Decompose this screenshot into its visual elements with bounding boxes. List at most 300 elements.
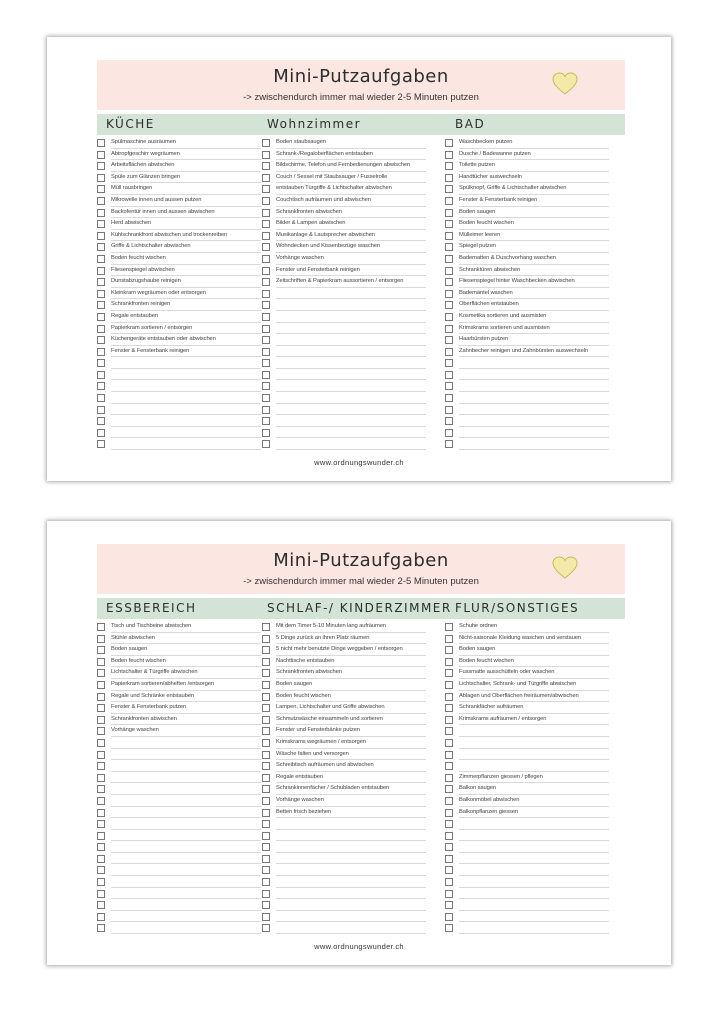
task-checkbox[interactable] [262,785,270,793]
task-checkbox[interactable] [262,359,270,367]
task-label: Mit dem Timer 5-10 Minuten lang aufräumen [276,623,386,629]
checklist-sheet-1 [47,37,671,481]
task-label: Spülmaschine ausräumen [111,139,176,145]
task-label: Schrankfronten reinigen [111,301,171,308]
task-label: Fenster & Fensterbank reinigen [459,196,538,203]
task-row [262,633,432,645]
task-checkbox[interactable] [262,336,270,344]
task-checkbox[interactable] [97,704,105,712]
task-label: Fussmatte ausschütteln oder waschen [459,669,555,676]
task-checkbox[interactable] [97,394,105,402]
task-label: Spülknopf, Griffe & Lichtschalter abwischen [459,185,567,192]
task-row [262,160,432,172]
task-checkbox[interactable] [445,693,453,701]
task-row [97,911,267,923]
task-label: Balkon saugen [459,785,497,792]
task-label: Schrankfronten abwischen [276,208,342,215]
task-row [262,392,432,404]
task-row [262,415,432,427]
task-checkbox[interactable] [445,255,453,263]
task-checkbox[interactable] [97,843,105,851]
task-checkbox[interactable] [445,313,453,321]
task-checkbox[interactable] [262,174,270,182]
task-row [445,253,615,265]
task-checkbox[interactable] [97,406,105,414]
task-label: Lichtschalter, Schrank- und Türgriffe abwischen [459,680,577,687]
task-checkbox[interactable] [262,762,270,770]
task-checkbox[interactable] [262,832,270,840]
task-checkbox[interactable] [445,739,453,747]
task-checkbox[interactable] [97,820,105,828]
task-checkbox[interactable] [97,278,105,286]
task-row [97,427,267,439]
task-label: Schreibtisch aufräumen und abwischen [276,762,374,769]
column-heading: Wohnzimmer [267,117,362,131]
task-checkbox[interactable] [97,716,105,724]
task-row [445,218,615,230]
task-row [97,299,267,311]
task-checkbox[interactable] [97,739,105,747]
task-checkbox[interactable] [445,336,453,344]
task-checkbox[interactable] [97,359,105,367]
task-checkbox[interactable] [262,313,270,321]
heart-icon [552,72,578,101]
task-column [445,137,615,450]
task-row [97,702,267,714]
task-label: Wohndecken und Kissenbezüge waschen [276,243,381,250]
task-checkbox[interactable] [262,693,270,701]
task-checkbox[interactable] [445,669,453,677]
task-row [262,911,432,923]
task-column [262,137,432,450]
task-checkbox[interactable] [445,139,453,147]
task-checkbox[interactable] [262,623,270,631]
task-row [262,253,432,265]
task-row [445,760,615,772]
task-checkbox[interactable] [262,290,270,298]
task-label: Boden feucht wischen [111,657,166,664]
task-row [445,656,615,668]
task-row [445,276,615,288]
task-row [445,749,615,761]
task-row [97,265,267,277]
task-column [97,621,267,934]
task-label: Couchtisch aufräumen und abwischen [276,196,371,203]
task-column [262,621,432,934]
task-checkbox[interactable] [97,429,105,437]
task-checkbox[interactable] [97,440,105,448]
task-checkbox[interactable] [97,313,105,321]
task-checkbox[interactable] [445,762,453,770]
task-checkbox[interactable] [262,797,270,805]
task-checkbox[interactable] [445,774,453,782]
task-checkbox[interactable] [262,301,270,309]
task-checkbox[interactable] [262,704,270,712]
task-row [262,183,432,195]
task-label: Wäsche falten und versorgen [276,750,349,757]
task-row [445,380,615,392]
task-row [97,357,267,369]
task-checkbox[interactable] [97,751,105,759]
task-checkbox[interactable] [262,325,270,333]
task-checkbox[interactable] [97,290,105,298]
task-checkbox[interactable] [97,185,105,193]
task-checkbox[interactable] [97,924,105,932]
task-row [262,276,432,288]
task-checkbox[interactable] [97,348,105,356]
task-checkbox[interactable] [97,635,105,643]
task-checkbox[interactable] [97,325,105,333]
task-checkbox[interactable] [262,855,270,863]
task-row [97,922,267,934]
task-checkbox[interactable] [445,232,453,240]
task-checkbox[interactable] [97,785,105,793]
task-column [445,621,615,934]
task-row [262,899,432,911]
task-checkbox[interactable] [262,429,270,437]
task-checkbox[interactable] [445,681,453,689]
task-checkbox[interactable] [445,797,453,805]
task-checkbox[interactable] [262,774,270,782]
task-checkbox[interactable] [97,866,105,874]
task-checkbox[interactable] [262,371,270,379]
task-checkbox[interactable] [445,727,453,735]
task-checkbox[interactable] [445,878,453,886]
task-row [262,888,432,900]
task-row [445,899,615,911]
column-heading: KÜCHE [106,117,155,131]
task-row [262,265,432,277]
task-label: Waschbecken putzen [459,139,513,145]
task-checkbox[interactable] [262,220,270,228]
task-checkbox[interactable] [262,232,270,240]
task-label: Schmutzwäsche einsammeln und sortieren [276,715,383,722]
task-label: Griffe & Lichtschalter abwischen [111,243,191,250]
task-checkbox[interactable] [445,855,453,863]
task-row [445,795,615,807]
title-band [97,544,625,594]
task-row [262,853,432,865]
task-checkbox[interactable] [445,406,453,414]
task-checkbox[interactable] [445,820,453,828]
task-checkbox[interactable] [262,669,270,677]
task-checkbox[interactable] [262,635,270,643]
task-checkbox[interactable] [445,325,453,333]
task-checkbox[interactable] [97,382,105,390]
task-checkbox[interactable] [97,220,105,228]
column-heading: ESSBEREICH [106,601,197,615]
column-heading: BAD [455,117,486,131]
task-row [262,218,432,230]
task-checkbox[interactable] [262,681,270,689]
task-label: Abtropfgeschirr wegräumen [111,150,180,157]
task-checkbox[interactable] [97,139,105,147]
task-checkbox[interactable] [262,658,270,666]
write-line [111,933,261,934]
task-checkbox[interactable] [445,394,453,402]
task-label: Couch / Sessel mit Staubsauger / Fusselrolle [276,173,388,180]
task-row [262,864,432,876]
task-row [97,415,267,427]
task-checkbox[interactable] [97,669,105,677]
task-checkbox[interactable] [445,809,453,817]
task-checkbox[interactable] [262,646,270,654]
task-checkbox[interactable] [97,913,105,921]
task-checkbox[interactable] [97,855,105,863]
task-checkbox[interactable] [262,243,270,251]
task-label: Kosmetika sortieren und ausmisten [459,312,547,319]
task-checkbox[interactable] [262,162,270,170]
task-checkbox[interactable] [262,278,270,286]
title-band [97,60,625,110]
task-checkbox[interactable] [445,924,453,932]
task-checkbox[interactable] [97,243,105,251]
task-checkbox[interactable] [262,267,270,275]
task-row [97,288,267,300]
task-row [445,369,615,381]
task-row [445,334,615,346]
task-checkbox[interactable] [97,255,105,263]
task-row [262,749,432,761]
task-checkbox[interactable] [445,785,453,793]
task-checkbox[interactable] [262,209,270,217]
task-row [262,841,432,853]
task-row [445,667,615,679]
task-checkbox[interactable] [97,232,105,240]
task-row [97,392,267,404]
task-checkbox[interactable] [262,394,270,402]
write-line [276,933,426,934]
task-checkbox[interactable] [97,174,105,182]
task-checkbox[interactable] [445,704,453,712]
task-checkbox[interactable] [445,440,453,448]
task-checkbox[interactable] [445,220,453,228]
task-row [262,427,432,439]
task-label: Bildschirme, Telefon und Fernbedienungen abwischen [276,162,411,169]
task-row [262,807,432,819]
task-checkbox[interactable] [97,197,105,205]
task-row [97,876,267,888]
task-checkbox[interactable] [445,623,453,631]
task-row [445,427,615,439]
task-checkbox[interactable] [445,417,453,425]
task-checkbox[interactable] [97,417,105,425]
task-checkbox[interactable] [262,913,270,921]
task-checkbox[interactable] [262,727,270,735]
task-label: Kühlschrankfront abwischen und trockenreiben [111,231,228,238]
task-checkbox[interactable] [97,901,105,909]
task-checkbox[interactable] [97,301,105,309]
task-label: Fenster und Fensterbank reinigen [276,266,360,273]
task-row [97,783,267,795]
task-checkbox[interactable] [97,162,105,170]
task-row [97,714,267,726]
task-checkbox[interactable] [97,336,105,344]
task-checkbox[interactable] [97,809,105,817]
task-row [262,172,432,184]
task-label: Badematten & Duschvorhang waschen [459,254,556,261]
task-row [445,195,615,207]
task-checkbox[interactable] [262,417,270,425]
task-checkbox[interactable] [445,267,453,275]
task-checkbox[interactable] [445,151,453,159]
task-checkbox[interactable] [445,890,453,898]
task-checkbox[interactable] [445,901,453,909]
task-checkbox[interactable] [262,139,270,147]
task-row [97,149,267,161]
task-checkbox[interactable] [97,890,105,898]
task-checkbox[interactable] [262,866,270,874]
task-row [445,644,615,656]
task-checkbox[interactable] [445,832,453,840]
task-checkbox[interactable] [262,348,270,356]
task-checkbox[interactable] [445,658,453,666]
task-checkbox[interactable] [262,809,270,817]
task-checkbox[interactable] [445,348,453,356]
task-checkbox[interactable] [262,406,270,414]
task-checkbox[interactable] [262,820,270,828]
task-checkbox[interactable] [97,267,105,275]
task-checkbox[interactable] [445,913,453,921]
task-checkbox[interactable] [445,429,453,437]
task-label: Küchengeräte entstauben oder abwischen [111,336,216,343]
task-row [97,334,267,346]
task-row [445,725,615,737]
task-checkbox[interactable] [445,371,453,379]
task-row [262,702,432,714]
task-row [97,772,267,784]
task-checkbox[interactable] [262,890,270,898]
task-checkbox[interactable] [262,255,270,263]
task-label: Boden saugen [111,646,148,653]
task-checkbox[interactable] [445,301,453,309]
task-label: Boden saugen [276,680,313,687]
task-row [445,679,615,691]
task-checkbox[interactable] [445,243,453,251]
task-checkbox[interactable] [97,878,105,886]
task-checkbox[interactable] [97,658,105,666]
task-checkbox[interactable] [445,174,453,182]
task-checkbox[interactable] [262,739,270,747]
task-checkbox[interactable] [97,681,105,689]
task-row [97,380,267,392]
task-checkbox[interactable] [445,751,453,759]
task-checkbox[interactable] [445,278,453,286]
task-row [97,795,267,807]
task-label: Lampen, Lichtschalter und Griffe abwischen [276,704,385,711]
task-label: Toilette putzen [459,162,495,169]
task-checkbox[interactable] [97,774,105,782]
task-checkbox[interactable] [445,716,453,724]
task-checkbox[interactable] [262,901,270,909]
task-row [97,864,267,876]
task-row [262,725,432,737]
task-label: Zimmerpflanzen giessen / pflegen [459,773,543,780]
task-checkbox[interactable] [262,197,270,205]
task-row [262,783,432,795]
task-row [262,230,432,242]
task-checkbox[interactable] [97,623,105,631]
task-checkbox[interactable] [445,382,453,390]
task-row [262,404,432,416]
task-row [262,299,432,311]
task-row [97,195,267,207]
task-label: Tisch und Tischbeine abwischen [111,623,192,629]
task-label: Müll rausbringen [111,185,153,192]
task-row [262,818,432,830]
task-checkbox[interactable] [262,151,270,159]
task-row [445,207,615,219]
heart-icon [552,556,578,585]
task-row [445,230,615,242]
task-label: Haarbürsten putzen [459,336,509,343]
task-checkbox[interactable] [97,762,105,770]
task-label: Lichtschalter & Türgriffe abwischen [111,669,198,676]
task-label: Vorhänge waschen [276,254,324,261]
task-checkbox[interactable] [445,185,453,193]
task-checkbox[interactable] [97,797,105,805]
task-row [97,841,267,853]
task-checkbox[interactable] [445,635,453,643]
task-checkbox[interactable] [97,832,105,840]
task-label: Fliesenspiegel hinter Waschbecken abwischen [459,278,575,285]
task-row [262,737,432,749]
task-row [445,288,615,300]
task-checkbox[interactable] [262,185,270,193]
task-row [97,737,267,749]
task-label: Boden saugen [459,208,496,215]
task-checkbox[interactable] [262,382,270,390]
task-label: Regale und Schränke entstauben [111,692,195,699]
task-checkbox[interactable] [97,371,105,379]
task-checkbox[interactable] [445,290,453,298]
task-label: Krimskrams wegräumen / entsorgen [276,738,366,745]
task-checkbox[interactable] [262,440,270,448]
page-subtitle: -> zwischendurch immer mal wieder 2-5 Minuten putzen [243,576,479,587]
task-checkbox[interactable] [445,646,453,654]
task-row [445,299,615,311]
task-checkbox[interactable] [262,924,270,932]
footer-url: www.ordnungswunder.ch [314,458,404,467]
task-checkbox[interactable] [97,646,105,654]
task-checkbox[interactable] [445,843,453,851]
task-label: Schrankfächer aufräumen [459,704,524,711]
task-row [445,438,615,450]
task-checkbox[interactable] [97,151,105,159]
task-checkbox[interactable] [445,209,453,217]
task-checkbox[interactable] [445,162,453,170]
task-checkbox[interactable] [445,359,453,367]
write-line [459,933,609,934]
task-checkbox[interactable] [97,209,105,217]
task-checkbox[interactable] [262,716,270,724]
task-label: Dunstabzugshaube reinigen [111,278,181,285]
task-row [97,218,267,230]
task-label: Bilder & Lampen abwischen [276,220,346,227]
task-row [262,346,432,358]
task-checkbox[interactable] [262,751,270,759]
task-checkbox[interactable] [97,727,105,735]
task-checkbox[interactable] [445,866,453,874]
task-row [445,404,615,416]
task-checkbox[interactable] [262,843,270,851]
task-checkbox[interactable] [262,878,270,886]
task-checkbox[interactable] [97,693,105,701]
task-checkbox[interactable] [445,197,453,205]
task-label: Schrankinnenfächer / Schubladen entstauben [276,785,390,792]
task-row [445,346,615,358]
task-label: Ablagen und Oberflächen freiräumen/abwischen [459,692,579,699]
